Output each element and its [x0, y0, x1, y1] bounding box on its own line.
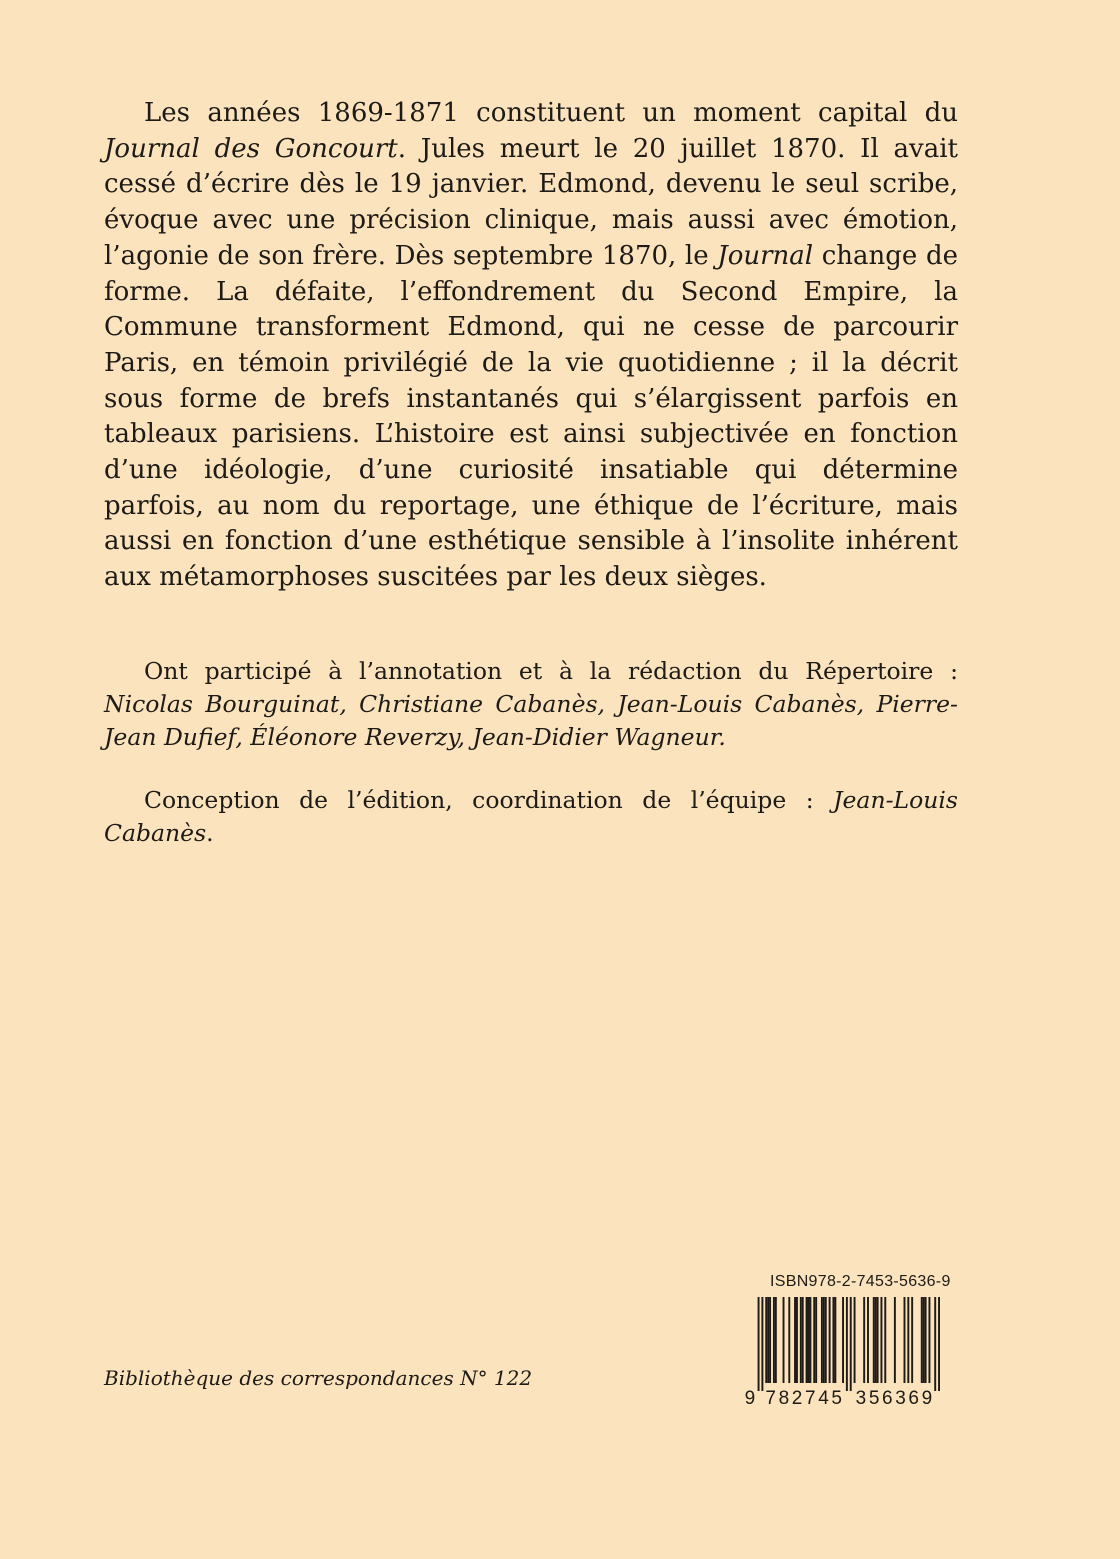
barcode-bar [877, 1297, 879, 1383]
barcode-bar [873, 1297, 875, 1383]
barcode-bar [904, 1297, 906, 1383]
barcode-bar [813, 1297, 815, 1383]
barcode-bar [894, 1297, 896, 1383]
blurb-text-3: change de forme. La défaite, l’effondrement du Second Empire, la Commune transforment Edmond, qui ne cesse de parcourir Paris, en témoin privilégié de la vie quotidienne ; il la décrit sous forme de brefs instantanés qui s’élargissent parfois en tableaux parisiens. L’histoire est ainsi subjectivée en fonction d’une idéologie, d’une curiosité insatiable qui détermine parfois, au nom du reportage, une éthique de l’écriture, mais aussi en fonction d’une esthétique sensible à l’insolite inhérent aux métamorphoses suscitées par les deux sièges. [104, 240, 958, 593]
barcode-bar [850, 1297, 852, 1391]
barcode-bar [808, 1297, 810, 1383]
barcode-digits-left: 782745 [765, 1388, 842, 1409]
barcode-bar [809, 1297, 811, 1383]
barcode-bar [761, 1297, 763, 1391]
barcode-digit-first: 9 [744, 1388, 756, 1409]
blurb-paragraph [104, 96, 958, 596]
barcode-bar [806, 1297, 808, 1383]
barcode-bar [928, 1297, 930, 1383]
blurb-title-journal-des-goncourt: Journal des Goncourt [104, 133, 398, 164]
conception-intro: Conception de l’édition, coordination de l’équipe : [144, 786, 834, 814]
barcode-bar [921, 1297, 923, 1383]
isbn-number: 978-2-7453-5636-9 [808, 1273, 951, 1290]
participants-names: Nicolas Bourguinat, Christiane Cabanès, Jean-Louis Cabanès, Pierre-Jean Dufief, Éléonore Reverzy, Jean-Didier Wagneur. [104, 690, 958, 751]
barcode-bar [875, 1297, 877, 1383]
barcode-bar [773, 1297, 775, 1383]
isbn-label [770, 1273, 950, 1291]
conception-paragraph [104, 784, 958, 850]
barcode-bar [846, 1297, 848, 1391]
barcode-bar [765, 1297, 767, 1383]
blurb-text-2: . Jules meurt le 20 juillet 1870. Il avait cessé d’écrire dès le 19 janvier. Edmond, devenu le seul scribe, évoque avec une précision clinique, mais aussi avec émotion, l’agonie de son frère. Dès septembre 1870, le [104, 133, 959, 271]
isbn-prefix: ISBN [770, 1273, 809, 1290]
barcode-bar [934, 1297, 936, 1391]
conception-name: Jean-Louis Cabanès [104, 786, 958, 847]
barcode-bar [880, 1297, 882, 1383]
barcode-bar [821, 1297, 823, 1383]
barcode-bar [832, 1297, 834, 1383]
barcode-bar [815, 1297, 817, 1383]
barcode-bar [863, 1297, 865, 1383]
barcode-bar [867, 1297, 869, 1383]
blurb-text-1: Les années 1869-1871 constituent un moment capital du [144, 98, 958, 128]
barcode-bar [775, 1297, 777, 1383]
barcode-bar [923, 1297, 925, 1383]
barcode-bar [769, 1297, 771, 1383]
barcode-bar [823, 1297, 825, 1383]
credits [104, 655, 958, 880]
barcode-graphic [744, 1295, 955, 1410]
barcode-bar [800, 1297, 802, 1383]
barcode-bar [884, 1297, 886, 1383]
barcode-bar [907, 1297, 909, 1383]
participants-paragraph [104, 655, 958, 754]
barcode-bar [911, 1297, 913, 1383]
barcode-bar [825, 1297, 827, 1383]
barcode [744, 1295, 955, 1410]
barcode-bar [758, 1297, 760, 1391]
barcode-bar [842, 1297, 844, 1383]
barcode-bar [829, 1297, 831, 1383]
conception-end: . [206, 819, 214, 847]
barcode-bar [925, 1297, 927, 1383]
barcode-bar [796, 1297, 798, 1383]
collection-name: Bibliothèque des correspondances N° 122 [104, 1366, 533, 1390]
back-cover-blurb [104, 96, 958, 596]
barcode-digits-right: 356369 [855, 1388, 933, 1409]
barcode-bar [938, 1297, 940, 1391]
barcode-bar [802, 1297, 804, 1383]
barcode-bar [854, 1297, 856, 1383]
participants-intro: Ont participé à l’annotation et à la rédaction du Répertoire : [144, 657, 958, 685]
barcode-bar [767, 1297, 769, 1383]
blurb-title-journal: Journal [717, 240, 814, 271]
barcode-bar [794, 1297, 796, 1383]
barcode-bar [783, 1297, 785, 1383]
barcode-bar [788, 1297, 790, 1383]
barcode-bar [834, 1297, 836, 1383]
